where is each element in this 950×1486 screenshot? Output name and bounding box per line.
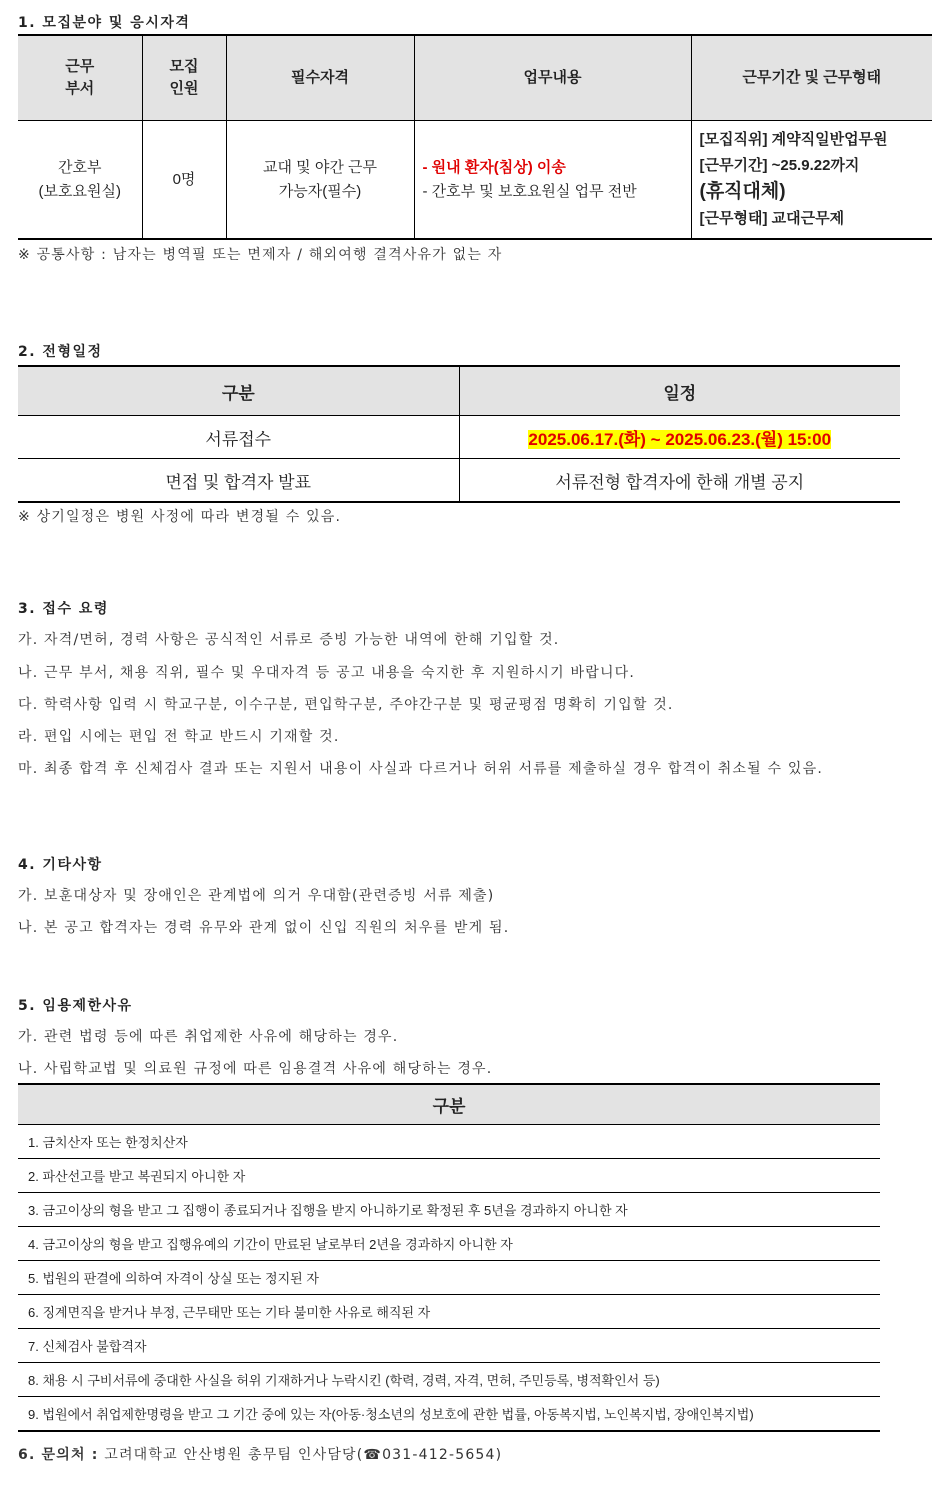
schedule-category: 면접 및 합격자 발표 (18, 459, 459, 503)
cell-count: 0명 (142, 121, 226, 240)
cell-dept: 간호부 (보호요원실) (18, 121, 142, 240)
header-category: 구분 (18, 366, 459, 416)
recruitment-data-row (18, 121, 932, 240)
schedule-date: 2025.06.17.(화) ~ 2025.06.23.(월) 15:00 (459, 416, 900, 459)
restriction-table (18, 1083, 880, 1432)
restriction-header-row (18, 1084, 880, 1125)
section4-title: 4. 기타사항 (18, 857, 103, 873)
list-item: 마. 최종 합격 후 신체검사 결과 또는 지원서 내용이 사실과 다르거나 허위 서류를 제출하실 경우 합격이 취소될 수 있음. (18, 761, 824, 777)
table-row: 7. 신체검사 불합격자 (18, 1329, 880, 1363)
section1-title: 1. 모집분야 및 응시자격 (18, 15, 191, 31)
list-item: 다. 학력사항 입력 시 학교구분, 이수구분, 편입학구분, 주야간구분 및 평균평점 명확히 기입할 것. (18, 697, 674, 713)
table-row: 6. 징계면직을 받거나 부정, 근무태만 또는 기타 불미한 사유로 해직된 자 (18, 1295, 880, 1329)
schedule-row (18, 416, 900, 459)
table-row: 3. 금고이상의 형을 받고 그 집행이 종료되거나 집행을 받지 아니하기로 확정된 후 5년을 경과하지 아니한 자 (18, 1193, 880, 1227)
schedule-date: 서류전형 합격자에 한해 개별 공지 (459, 459, 900, 503)
list-item: 나. 본 공고 합격자는 경력 유무와 관계 없이 신입 직원의 처우를 받게 됨. (18, 920, 510, 936)
schedule-table (18, 365, 900, 503)
recruitment-table (18, 34, 932, 240)
table-row: 4. 금고이상의 형을 받고 집행유예의 기간이 만료된 날로부터 2년을 경과하지 아니한 자 (18, 1227, 880, 1261)
restriction-header: 구분 (18, 1084, 880, 1125)
section2-title: 2. 전형일정 (18, 344, 103, 360)
schedule-row (18, 459, 900, 503)
contact-label: 6. 문의처 : (18, 1447, 99, 1463)
schedule-header-row (18, 366, 900, 416)
table-row: 2. 파산선고를 받고 복권되지 아니한 자 (18, 1159, 880, 1193)
header-period: 근무기간 및 근무형태 (691, 35, 932, 121)
header-duty: 업무내용 (414, 35, 691, 121)
list-item: 가. 자격/면허, 경력 사항은 공식적인 서류로 증빙 가능한 내역에 한해 기입할 것. (18, 632, 560, 648)
list-item: 라. 편입 시에는 편입 전 학교 반드시 기재할 것. (18, 729, 340, 745)
table-row: 9. 법원에서 취업제한명령을 받고 그 기간 중에 있는 자(아동·청소년의 성보호에 관한 법률, 아동복지법, 노인복지법, 장애인복지법) (28, 1407, 754, 1422)
section1-note: ※ 공통사항 : 남자는 병역필 또는 면제자 / 해외여행 결격사유가 없는 자 (18, 247, 503, 263)
schedule-category: 서류접수 (18, 416, 459, 459)
table-row: 8. 채용 시 구비서류에 중대한 사실을 허위 기재하거나 누락시킨 (학력, 경력, 자격, 면허, 주민등록, 병적확인서 등) (18, 1363, 880, 1397)
cell-qualification: 교대 및 야간 근무 가능자(필수) (226, 121, 414, 240)
header-qualification: 필수자격 (226, 35, 414, 121)
header-dept: 근무 부서 (18, 35, 142, 121)
list-item: 나. 근무 부서, 채용 직위, 필수 및 우대자격 등 공고 내용을 숙지한 후 지원하시기 바랍니다. (18, 665, 636, 681)
section5-title: 5. 임용제한사유 (18, 998, 133, 1014)
header-count: 모집 인원 (142, 35, 226, 121)
list-item: 가. 관련 법령 등에 따른 취업제한 사유에 해당하는 경우. (18, 1029, 399, 1045)
list-item: 가. 보훈대상자 및 장애인은 관계법에 의거 우대함(관련증빙 서류 제출) (18, 888, 495, 904)
cell-duty: - 원내 환자(침상) 이송 - 간호부 및 보호요원실 업무 전반 (414, 121, 691, 240)
cell-period: [모집직위] 계약직일반업무원 [근무기간] ~25.9.22까지 (휴직대체) [근무형태] 교대근무제 (691, 121, 932, 240)
header-schedule: 일정 (459, 366, 900, 416)
table-row: 5. 법원의 판결에 의하여 자격이 상실 또는 정지된 자 (18, 1261, 880, 1295)
contact-value: 고려대학교 안산병원 총무팀 인사담당(☎031-412-5654) (104, 1447, 503, 1463)
recruitment-header-row (18, 35, 932, 121)
table-row: 1. 금치산자 또는 한정치산자 (18, 1125, 880, 1159)
section3-title: 3. 접수 요령 (18, 601, 109, 617)
contact-line (18, 1444, 502, 1464)
section2-note: ※ 상기일정은 병원 사정에 따라 변경될 수 있음. (18, 509, 342, 525)
list-item: 나. 사립학교법 및 의료원 규정에 따른 임용결격 사유에 해당하는 경우. (18, 1061, 493, 1077)
